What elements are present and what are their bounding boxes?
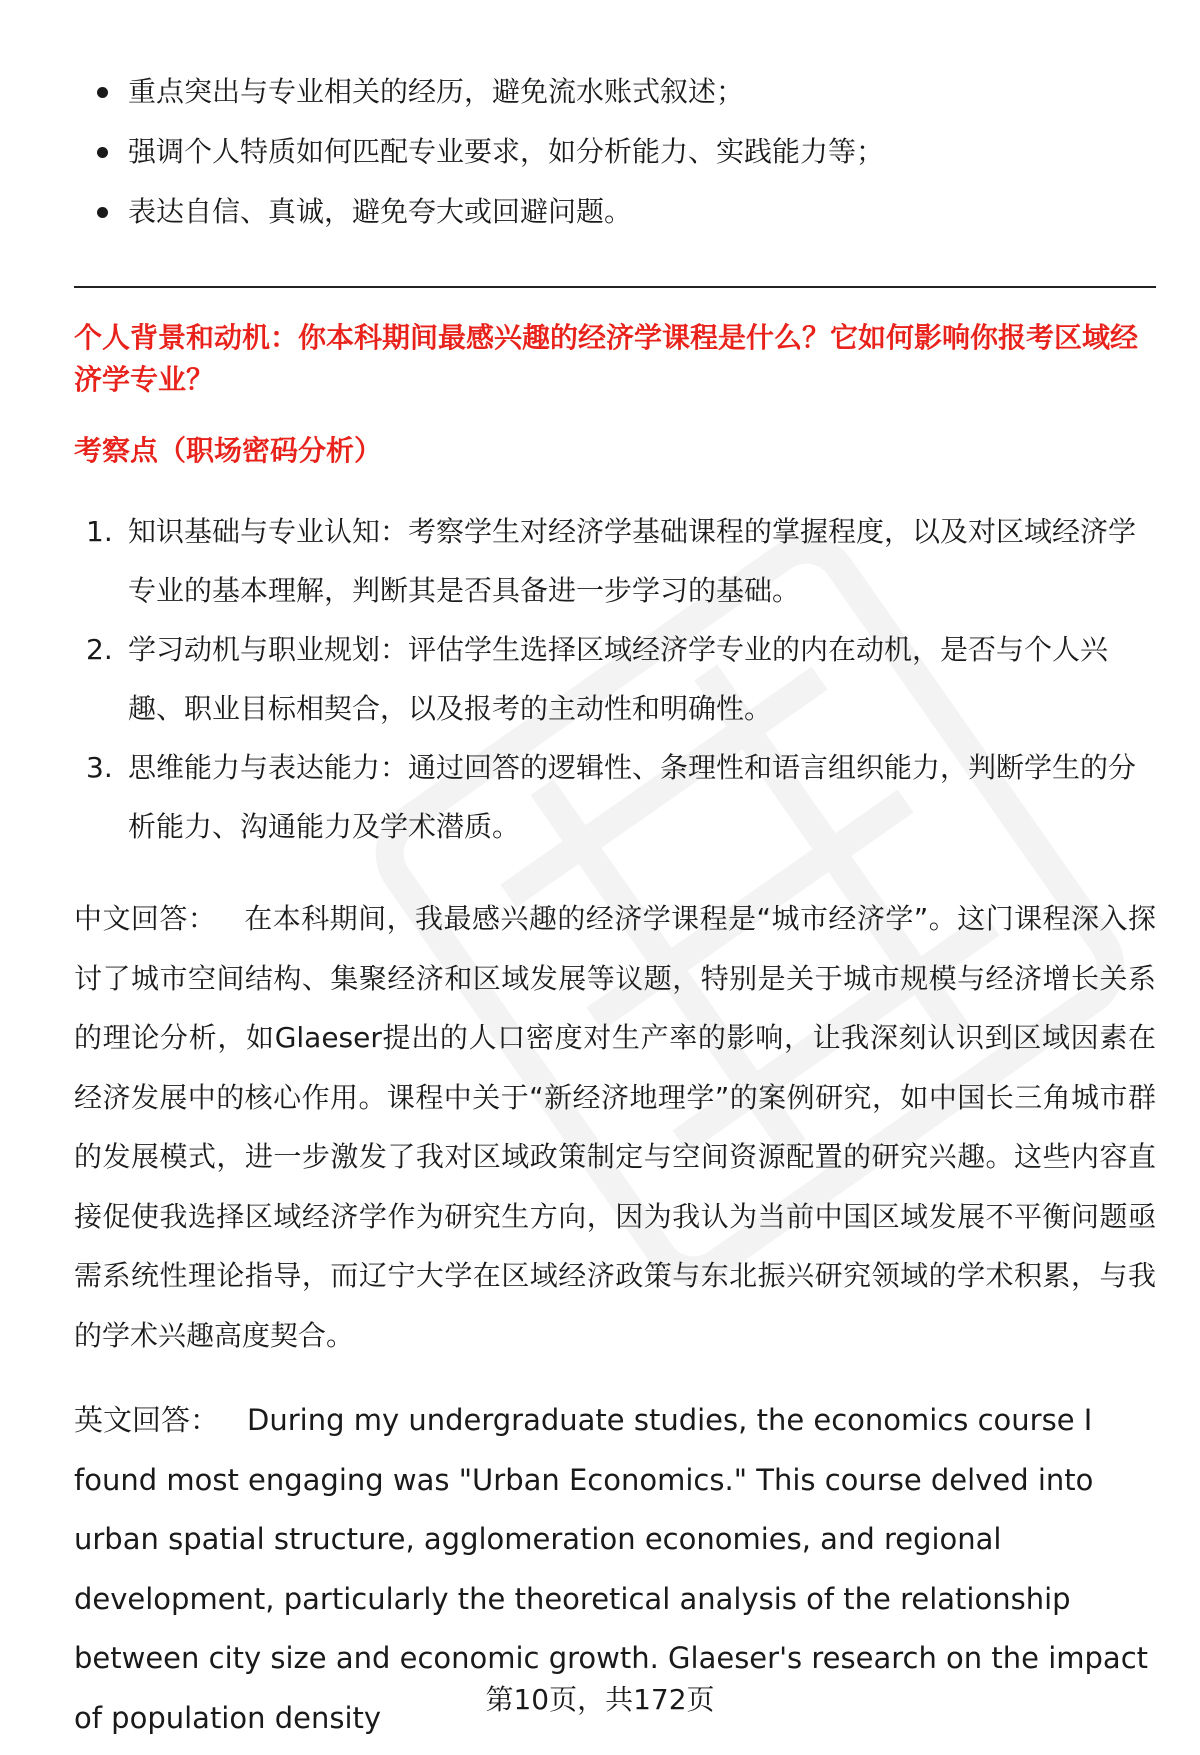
list-item [74, 738, 1156, 856]
chinese-answer-label: 中文回答： [74, 902, 217, 935]
list-item [74, 122, 1154, 182]
bullet-icon [97, 87, 108, 98]
item-number: 2. [86, 633, 113, 666]
bullet-text: 强调个人特质如何匹配专业要求，如分析能力、实践能力等； [128, 135, 885, 168]
item-number: 1. [86, 515, 113, 548]
analysis-heading: 考察点（职场密码分析） [74, 434, 383, 467]
list-item [74, 62, 1154, 122]
analysis-list [74, 502, 1156, 856]
bullet-text: 重点突出与专业相关的经历，避免流水账式叙述； [128, 75, 745, 108]
page-number-footer: 第10页，共172页 [485, 1683, 715, 1716]
list-item [74, 620, 1156, 738]
item-text: 知识基础与专业认知：考察学生对经济学基础课程的掌握程度，以及对区域经济学专业的基本理解，判断其是否具备进一步学习的基础。 [128, 515, 1137, 607]
item-number: 3. [86, 751, 113, 784]
list-item [74, 502, 1156, 620]
chinese-answer [74, 889, 1156, 1365]
item-text: 学习动机与职业规划：评估学生选择区域经济学专业的内在动机，是否与个人兴趣、职业目标相契合，以及报考的主动性和明确性。 [128, 633, 1109, 725]
item-text: 思维能力与表达能力：通过回答的逻辑性、条理性和语言组织能力，判断学生的分析能力、沟通能力及学术潜质。 [128, 751, 1137, 843]
chinese-answer-text: 在本科期间，我最感兴趣的经济学课程是“城市经济学”。这门课程深入探讨了城市空间结构、集聚经济和区域发展等议题，特别是关于城市规模与经济增长关系的理论分析，如Glaeser提出的人口密度对生产率的影响，让我深刻认识到区域因素在经济发展中的核心作用。课程中关于“新经济地理学”的案例研究，如中国长三角城市群的发展模式，进一步激发了我对区域政策制定与空间资源配置的研究兴趣。这些内容直接促使我选择区域经济学作为研究生方向，因为我认为当前中国区域发展不平衡问题亟需系统性理论指导，而辽宁大学在区域经济政策与东北振兴研究领域的学术积累，与我的学术兴趣高度契合。 [74, 902, 1156, 1352]
bullet-list [74, 62, 1154, 242]
section-divider [74, 286, 1156, 288]
question-heading: 个人背景和动机：你本科期间最感兴趣的经济学课程是什么？它如何影响你报考区域经济学专业？ [74, 321, 1139, 396]
english-answer-text: During my undergraduate studies, the economics course I found most engaging was "Urban Economics." This course delved into urban spatial structure, agglomeration economies, and regional development, particularly the theoretical analysis of the relationship between city size and economic growth. Glaeser's research on the impact of population density [74, 1403, 1149, 1735]
bullet-icon [97, 147, 108, 158]
list-item [74, 182, 1154, 242]
english-answer-label: 英文回答： [74, 1403, 220, 1437]
bullet-text: 表达自信、真诚，避免夸大或回避问题。 [128, 195, 633, 228]
bullet-icon [97, 207, 108, 218]
